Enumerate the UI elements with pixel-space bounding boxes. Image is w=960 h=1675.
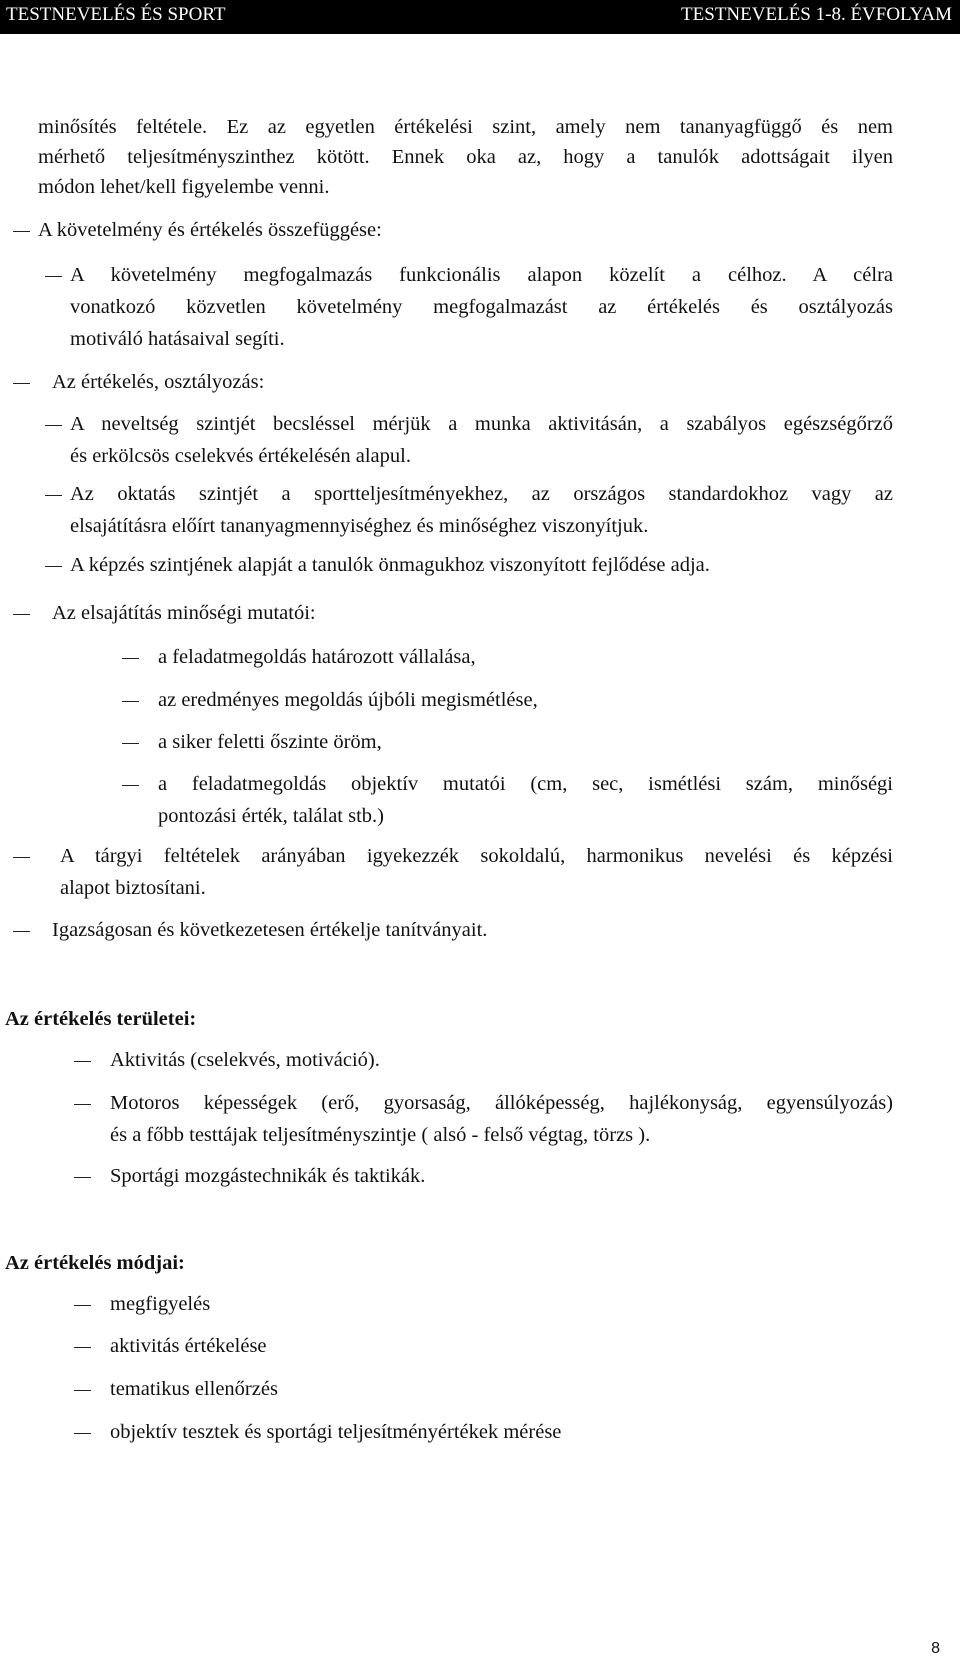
list-item-line: elsajátításra előírt tananyagmennyiséghez és minőséghez viszonyítjuk.	[70, 515, 649, 537]
list-item-line: Motoros képességek (erő, gyorsaság, állóképesség, hajlékonyság, egyensúlyozás)	[110, 1092, 893, 1114]
list-item-line: a siker feletti őszinte öröm,	[158, 731, 382, 753]
list-item-line: motiváló hatásaival segíti.	[70, 328, 285, 350]
intro-line-2: mérhető teljesítményszinthez kötött. Ennek oka az, hogy a tanulók adottságait ilyen	[38, 146, 893, 168]
section-title-osszefugges: A követelmény és értékelés összefüggése:	[38, 219, 382, 241]
bullet-dash	[74, 1177, 91, 1178]
list-item-line: objektív tesztek és sportági teljesítményértékek mérése	[110, 1421, 562, 1443]
bullet-dash	[74, 1390, 91, 1391]
list-item-line: Sportági mozgástechnikák és taktikák.	[110, 1165, 426, 1187]
bullet-dash	[74, 1061, 91, 1062]
header-left: TESTNEVELÉS ÉS SPORT	[6, 4, 226, 25]
list-item-line: Aktivitás (cselekvés, motiváció).	[110, 1049, 380, 1071]
bullet-dash	[122, 701, 139, 702]
section-title-osztalyozas: Az értékelés, osztályozás:	[52, 371, 265, 393]
intro-line-3: módon lehet/kell figyelembe venni.	[38, 176, 330, 198]
list-item-line: A követelmény megfogalmazás funkcionális alapon közelít a célhoz. A célra	[70, 264, 893, 286]
page-number: 8	[931, 1640, 940, 1657]
bullet-dash	[13, 231, 30, 232]
bullet-dash	[13, 383, 30, 384]
list-item-line: az eredményes megoldás újbóli megismétlése,	[158, 689, 538, 711]
list-item-line: a feladatmegoldás objektív mutatói (cm, sec, ismétlési szám, minőségi	[158, 773, 893, 795]
bullet-dash	[74, 1433, 91, 1434]
list-item-line: megfigyelés	[110, 1293, 211, 1315]
bullet-dash	[13, 614, 30, 615]
bullet-dash	[13, 857, 30, 858]
bullet-dash	[122, 658, 139, 659]
section-title-mutatok: Az elsajátítás minőségi mutatói:	[52, 602, 316, 624]
bullet-dash	[74, 1305, 91, 1306]
list-item-line: pontozási érték, találat stb.)	[158, 805, 384, 827]
list-item-line: A neveltség szintjét becsléssel mérjük a munka aktivitásán, a szabályos egészségőrző	[70, 413, 893, 435]
bullet-dash	[74, 1104, 91, 1105]
heading-modjai: Az értékelés módjai:	[5, 1252, 185, 1274]
paragraph-line: alapot biztosítani.	[60, 877, 206, 899]
bullet-dash	[45, 566, 62, 567]
bullet-dash	[122, 743, 139, 744]
list-item-line: A képzés szintjének alapját a tanulók önmagukhoz viszonyított fejlődése adja.	[70, 554, 710, 576]
list-item-line: és a főbb testtájak teljesítményszintje ( alsó - felső végtag, törzs ).	[110, 1124, 651, 1146]
heading-teruletek: Az értékelés területei:	[5, 1008, 197, 1030]
list-item-line: a feladatmegoldás határozott vállalása,	[158, 646, 476, 668]
paragraph-line: A tárgyi feltételek arányában igyekezzék sokoldalú, harmonikus nevelési és képzési	[60, 845, 893, 867]
list-item-line: tematikus ellenőrzés	[110, 1378, 278, 1400]
bullet-dash	[45, 276, 62, 277]
bullet-dash	[45, 495, 62, 496]
list-item-line: aktivitás értékelése	[110, 1335, 267, 1357]
list-item-line: vonatkozó közvetlen követelmény megfogalmazást az értékelés és osztályozás	[70, 296, 893, 318]
bullet-dash	[13, 931, 30, 932]
bullet-dash	[45, 425, 62, 426]
paragraph-line: Igazságosan és következetesen értékelje tanítványait.	[52, 919, 488, 941]
intro-line-1: minősítés feltétele. Ez az egyetlen értékelési szint, amely nem tananyagfüggő és nem	[38, 116, 893, 138]
list-item-line: Az oktatás szintjét a sportteljesítményekhez, az országos standardokhoz vagy az	[70, 483, 893, 505]
list-item-line: és erkölcsös cselekvés értékelésén alapul.	[70, 445, 411, 467]
bullet-dash	[122, 785, 139, 786]
bullet-dash	[74, 1347, 91, 1348]
header-right: TESTNEVELÉS 1-8. ÉVFOLYAM	[681, 4, 952, 25]
running-header	[0, 0, 960, 34]
